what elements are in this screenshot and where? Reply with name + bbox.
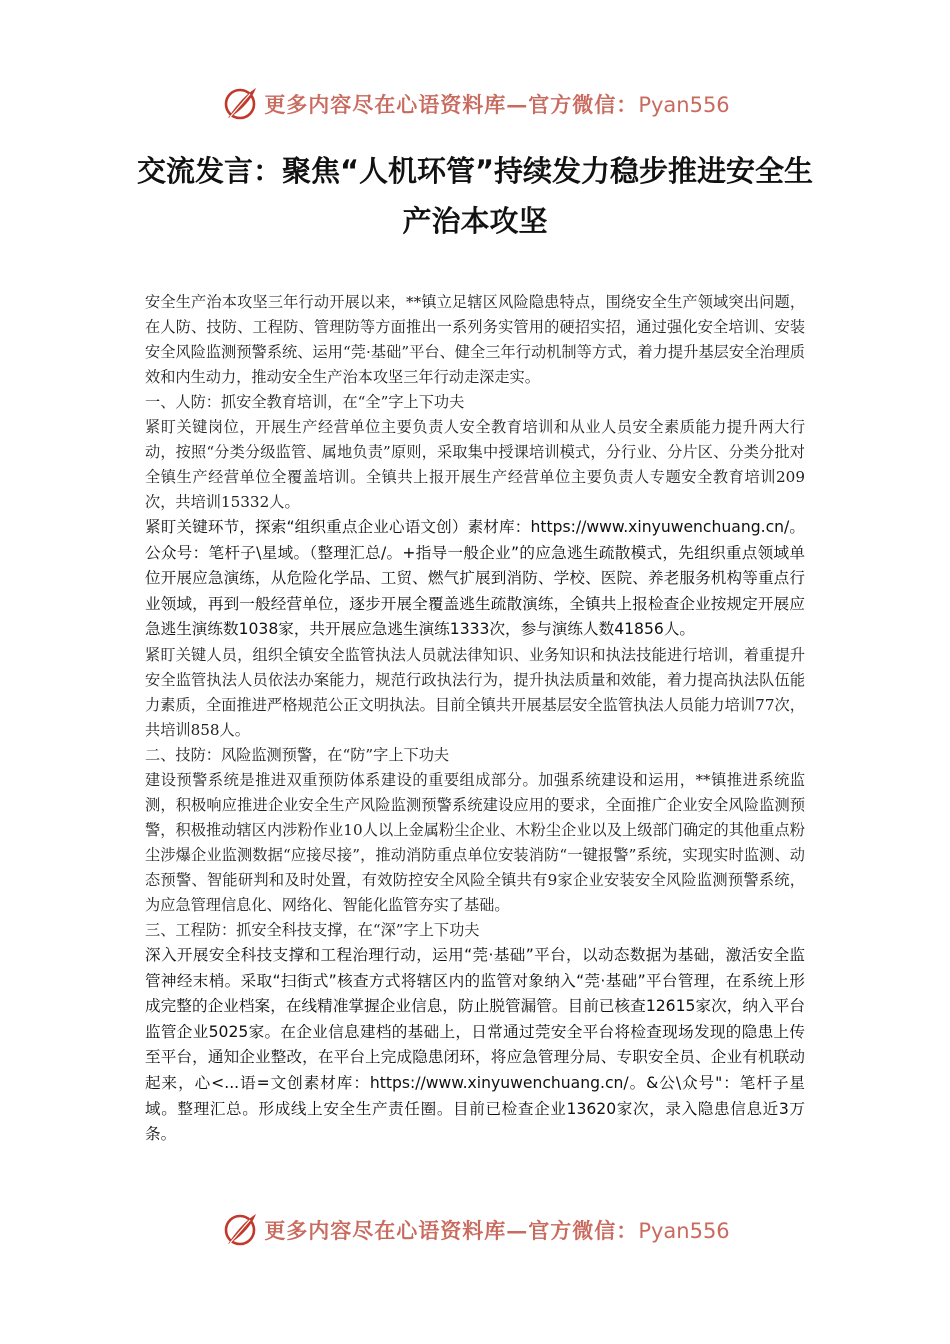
paragraph: 紧盯关键人员，组织全镇安全监管执法人员就法律知识、业务知识和执法技能进行培训，着重提升安全监管执法人员依法办案能力，规范行政执法行为，提升执法质量和效能，着力提高执法队伍能力素质，全面推进严格规范公正文明执法。目前全镇共开展基层安全监管执法人员能力培训77次，共培训858人。 — [145, 645, 805, 739]
section-heading-3: 三、工程防：抓安全科技支撑，在“深”字上下功夫 — [145, 920, 480, 939]
section-heading-1: 一、人防：抓安全教育培训，在“全”字上下功夫 — [145, 393, 465, 411]
feather-pen-logo-icon — [220, 1210, 260, 1250]
article-body — [145, 290, 805, 1148]
page-title: 交流发言：聚焦“人机环管”持续发力稳步推进安全生产治本攻坚 — [136, 154, 814, 238]
footer-banner — [0, 1208, 950, 1252]
banner-text: 更多内容尽在心语资料库—官方微信：Pyan556 — [264, 92, 730, 117]
paragraph-intro: 安全生产治本攻坚三年行动开展以来，**镇立足辖区风险隐患特点，围绕安全生产领域突出问题，在人防、技防、工程防、管理防等方面推出一系列务实管用的硬招实招，通过强化安全培训、安装安全风险监测预警系统、运用“莞·基础”平台、健全三年行动机制等方式，着力提升基层安全治理质效和内生动力，推动安全生产治本攻坚三年行动走深走实。 — [145, 293, 805, 386]
section-heading-2: 二、技防：风险监测预警，在“防”字上下功夫 — [145, 745, 450, 764]
paragraph: 深入开展安全科技支撑和工程治理行动，运用“莞·基础”平台，以动态数据为基础，激活安全监管神经末梢。采取“扫街式”核查方式将辖区内的监管对象纳入“莞·基础”平台管理，在系统上形成完整的企业档案，在线精准掌握企业信息，防止脱管漏管。目前已核查12615家次，纳入平台监管企业5025家。在企业信息建档的基础上，日常通过莞安全平台将检查现场发现的隐患上传至平台，通知企业整改，在平台上完成隐患闭环，将应急管理分局、专职安全员、企业有机联动起来，心<...语=文创素材库：https://www.xinyuwenchuang.cn/。&公\众号"：笔杆子星域。整理汇总。形成线上安全生产责任圈。目前已检查企业13620家次，录入隐患信息近3万条。 — [145, 945, 805, 1144]
paragraph: 紧盯关键岗位，开展生产经营单位主要负责人安全教育培训和从业人员安全素质能力提升两大行动，按照“分类分级监管、属地负责”原则，采取集中授课培训模式，分行业、分片区、分类分批对全镇生产经营单位全覆盖培训。全镇共上报开展生产经营单位主要负责人专题安全教育培训209次，共培训15332人。 — [145, 418, 805, 511]
paragraph: 建设预警系统是推进双重预防体系建设的重要组成部分。加强系统建设和运用，**镇推进系统监测，积极响应推进企业安全生产风险监测预警系统建设应用的要求，全面推广企业安全风险监测预警，积极推动辖区内涉粉作业10人以上金属粉尘企业、木粉尘企业以及上级部门确定的其他重点粉尘涉爆企业监测数据“应接尽接”，推动消防重点单位安装消防“一键报警”系统，实现实时监测、动态预警、智能研判和及时处置，有效防控安全风险全镇共有9家企业安装安全风险监测预警系统，为应急管理信息化、网络化、智能化监管夯实了基础。 — [145, 770, 805, 914]
paragraph: 紧盯关键环节，探索“组织重点企业心语文创）素材库：https://www.xinyuwenchuang.cn/。公众号：笔杆子\星域。（整理汇总/。+指导一般企业”的应急逃生疏散模式，先组织重点领域单位开展应急演练，从危险化学品、工贸、燃气扩展到消防、学校、医院、养老服务机构等重点行业领域，再到一般经营单位，逐步开展全覆盖逃生疏散演练，全镇共上报检查企业按规定开展应急逃生演练数1038家，共开展应急逃生演练1333次，参与演练人数41856人。 — [145, 518, 805, 639]
feather-pen-logo-icon — [220, 84, 260, 124]
banner-text: 更多内容尽在心语资料库—官方微信：Pyan556 — [264, 1218, 730, 1243]
header-banner — [0, 82, 950, 126]
